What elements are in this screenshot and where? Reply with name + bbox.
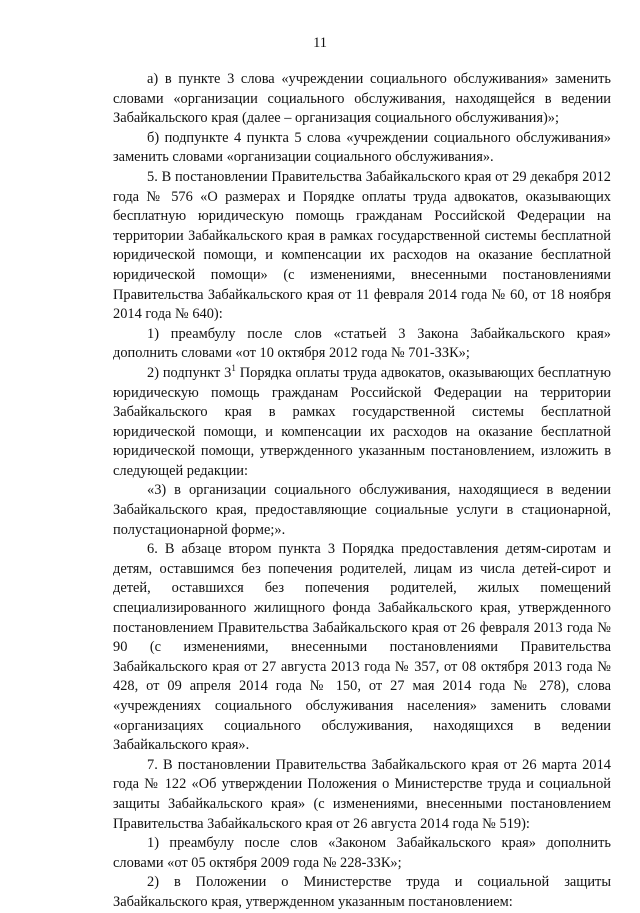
paragraph-5-2-lead: 2) подпункт 3	[147, 364, 232, 381]
document-body	[113, 70, 611, 913]
paragraph-item-5: 5. В постановлении Правительства Забайкальского края от 29 декабря 2012 года № 576 «О размерах и Порядке оплаты труда адвокатов, оказывающих бесплатную юридическую помощь гражданам Российской Федерации на территории Забайкальского края в рамках государственной системы бесплатной юридической помощи, и компенсации их расходов на оказание бесплатной юридической помощи» (с изменениями, внесенными постановлениями Правительства Забайкальского края от 11 февраля 2014 года № 60, от 18 ноября 2014 года № 640):	[113, 168, 611, 323]
paragraph-5-2-rest: Порядка оплаты труда адвокатов, оказывающих бесплатную юридическую помощь гражданам Российской Федерации на территории Забайкальского края в рамках государственной системы бесплатной юридической помощи, и компенсации их расходов на оказание бесплатной юридической помощи, утвержденного указанным постановлением, изложить в следующей редакции:	[113, 364, 612, 479]
paragraph-5-1: 1) преамбулу после слов «статьей 3 Закона Забайкальского края» дополнить словами «от 10 октября 2012 года № 701-ЗЗК»;	[113, 325, 611, 362]
paragraph-5-2-quote: «3) в организации социального обслуживания, находящиеся в ведении Забайкальского края, предоставляющие социальные услуги в стационарной, полустационарной форме;».	[113, 482, 611, 538]
paragraph-3b: б) подпункте 4 пункта 5 слова «учреждении социального обслуживания» заменить словами «организации социального обслуживания».	[113, 129, 611, 166]
paragraph-item-6: 6. В абзаце втором пункта 3 Порядка предоставления детям-сиротам и детям, оставшимся без попечения родителей, лицам из числа детей-сирот и детей, оставшихся без попечения родителей, жилых помещений специализированного жилищного фонда Забайкальского края, утвержденного постановлением Правительства Забайкальского края от 26 февраля 2013 года № 90 (с изменениями, внесенными постановлениями Правительства Забайкальского края от 27 августа 2013 года № 357, от 08 октября 2013 года № 428, от 09 апреля 2014 года № 150, от 27 мая 2014 года № 278), слова «учреждениях социального обслуживания населения» заменить словами «организациях социального обслуживания, находящихся в ведении Забайкальского края».	[113, 541, 611, 754]
paragraph-item-7: 7. В постановлении Правительства Забайкальского края от 26 марта 2014 года № 122 «Об утверждении Положения о Министерстве труда и социальной защиты Забайкальского края» (с изменениями, внесенными постановлением Правительства Забайкальского края от 26 августа 2014 года № 519):	[113, 756, 611, 832]
paragraph-5-2	[113, 364, 611, 482]
page-number: 11	[313, 35, 327, 51]
superscript-1: 1	[231, 363, 236, 374]
paragraph-3a: а) в пункте 3 слова «учреждении социального обслуживания» заменить словами «организации социального обслуживания, находящейся в ведении Забайкальского края (далее – организация социального обслуживания)»;	[113, 71, 611, 127]
paragraph-7-1: 1) преамбулу после слов «Законом Забайкальского края» дополнить словами «от 05 октября 2009 года № 228-ЗЗК»;	[113, 835, 611, 871]
paragraph-7-2: 2) в Положении о Министерстве труда и социальной защиты Забайкальского края, утвержденном указанным постановлением:	[113, 874, 611, 910]
